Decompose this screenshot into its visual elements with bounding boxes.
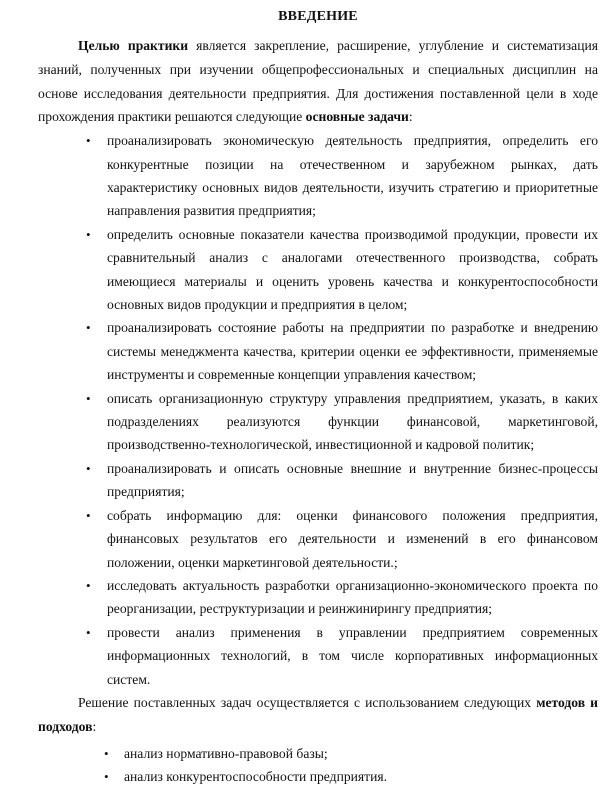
list-item [38, 316, 598, 386]
methods-colon: : [92, 718, 97, 734]
bullet-icon: • [86, 320, 91, 336]
tasks-list [38, 129, 598, 691]
list-item [38, 504, 598, 574]
bullet-icon: • [104, 768, 109, 784]
list-item [38, 457, 598, 504]
intro-text: является закрепление, расширение, углубление и систематизация знаний, полученных при изучении общепрофессиональных и специальных дисциплин на основе исследования деятельности предприятия. Для достижения поставленной цели в ходе прохождения практики решаются следующие [38, 38, 598, 125]
bullet-icon: • [86, 133, 91, 149]
bullet-icon: • [86, 226, 91, 242]
methods-term: методов и подходов [38, 694, 599, 734]
bullet-icon: • [86, 390, 91, 406]
task-text: провести анализ применения в управлении предприятием современных информационных технологий, в том числе корпоративных информационных систем. [107, 624, 598, 687]
bullet-icon: • [86, 507, 91, 523]
methods-list [38, 742, 598, 788]
list-item [38, 223, 598, 317]
task-text: собрать информацию для: оценки финансового положения предприятия, финансовых результатов его деятельности и изменений в его финансовом положении, оценки маркетинговой деятельности.; [107, 507, 598, 570]
bullet-icon: • [86, 577, 91, 593]
list-item [38, 387, 598, 457]
task-text: проанализировать и описать основные внешние и внутренние бизнес-процессы предприятия; [107, 460, 598, 500]
bullet-icon: • [86, 460, 91, 476]
goal-term: Целью практики [78, 38, 189, 53]
bullet-icon: • [86, 624, 91, 640]
method-text: анализ нормативно-правовой базы; [124, 745, 328, 761]
list-item [38, 742, 598, 765]
page-title: ВВЕДЕНИЕ [278, 9, 358, 24]
tasks-colon: : [408, 109, 413, 125]
task-text: проанализировать состояние работы на предприятии по разработке и внедрению системы менеджмента качества, критерии оценки ее эффективности, применяемые инструменты и современные концепции управления качеством; [107, 320, 598, 383]
intro-paragraph [38, 34, 598, 129]
list-item [38, 765, 598, 788]
list-item [38, 129, 598, 223]
task-text: определить основные показатели качества производимой продукции, провести их сравнительный анализ с аналогами отечественного производства, собрать имеющиеся материалы и оценить уровень качества и конкурентоспособности основных видов продукции и предприятия в целом; [107, 226, 598, 313]
tasks-term: основные задачи [305, 109, 409, 125]
task-text: исследовать актуальность разработки организационно-экономического проекта по реорганизации, реструктуризации и реинжинирингу предприятия; [107, 577, 598, 617]
method-text: анализ конкурентоспособности предприятия. [124, 768, 388, 784]
list-item [38, 621, 598, 691]
task-text: проанализировать экономическую деятельность предприятия, определить его конкурентные позиции на отечественном и зарубежном рынках, дать характеристику основных видов деятельности, изучить стратегию и приоритетные направления развития предприятия; [107, 133, 598, 219]
methods-intro-text: Решение поставленных задач осуществляется с использованием следующих [78, 694, 537, 710]
methods-paragraph [38, 691, 598, 739]
list-item [38, 574, 598, 621]
task-text: описать организационную структуру управления предприятием, указать, в каких подразделениях реализуются функции финансовой, маркетинговой, производственно-технологической, инвестиционной и кадровой политик; [107, 390, 598, 453]
bullet-icon: • [104, 745, 109, 761]
